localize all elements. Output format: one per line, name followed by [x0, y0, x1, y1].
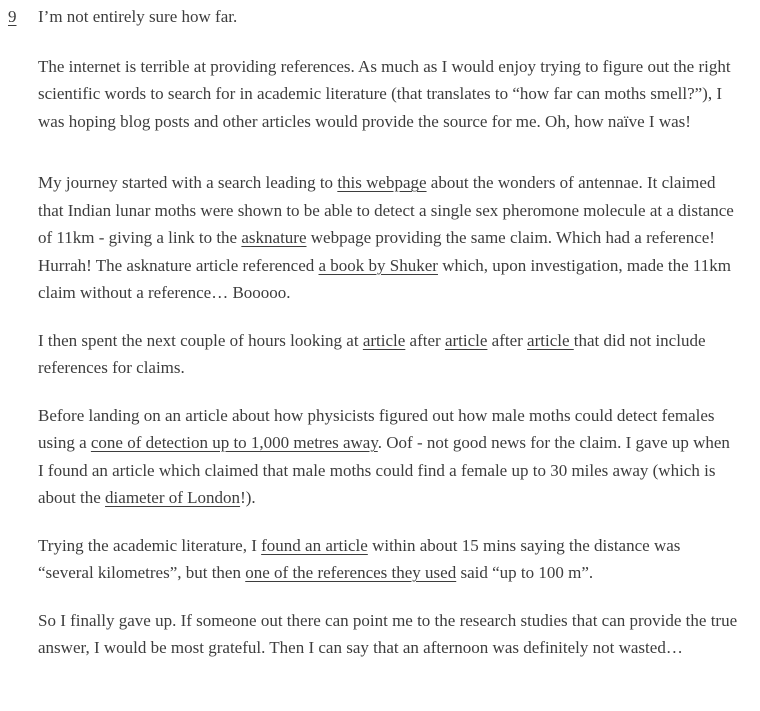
text-segment: I then spent the next couple of hours looking at — [38, 330, 363, 350]
this-webpage-link[interactable]: this webpage — [337, 173, 427, 192]
paragraph-conclusion: So I finally gave up. If someone out there can point me to the research studies that can provide the true answer, I would be most grateful. Then I can say that an afternoon was definitely not wasted… — [38, 610, 738, 657]
text-segment: !). — [240, 488, 256, 507]
footnote-number-link[interactable]: 9 — [8, 7, 17, 26]
diameter-of-london-link[interactable]: diameter of London — [105, 488, 241, 507]
text-segment: that did not include references for claims. — [38, 330, 706, 377]
text-segment: My journey started with a search leading to — [38, 173, 338, 192]
paragraph-articles — [38, 327, 738, 382]
shuker-book-link[interactable]: a book by Shuker — [318, 255, 438, 275]
text-segment: . Oof - not good news for the claim. I gave up when I found an article which claimed that male moths could find a female up to 30 miles away (which is about the — [38, 433, 730, 507]
text-segment: said “up to 100 m”. — [456, 563, 594, 582]
text-segment: which, upon investigation, made the 11km claim without a reference… Booooo. — [38, 255, 732, 302]
paragraph-academic — [38, 532, 738, 587]
text-segment: within about 15 mins saying the distance was “several kilometres”, but then — [38, 535, 681, 582]
text-segment: Trying the academic literature, I — [38, 535, 262, 555]
found-an-article-link[interactable]: found an article — [261, 535, 368, 555]
text-segment: after — [405, 330, 445, 350]
article-link-3[interactable]: article — [527, 330, 574, 350]
paragraph-references-complaint: The internet is terrible at providing references. As much as I would enjoy trying to figure out the right scientific words to search for in academic literature (that translates to “how far can moths smell?”), I was hoping blog posts and other articles would provide the source for me. Oh, how naïve I was! — [38, 56, 731, 131]
paragraph-intro: I’m not entirely sure how far. — [38, 7, 238, 26]
article-link-1[interactable]: article — [362, 330, 406, 350]
text-segment: webpage providing the same claim. Which had a reference! Hurrah! The asknature article referenced — [38, 228, 715, 275]
asknature-link[interactable]: asknature — [241, 228, 307, 247]
paragraph-journey — [38, 169, 738, 307]
article-body — [38, 3, 738, 682]
text-segment: after — [487, 330, 528, 350]
text-segment: Before landing on an article about how physicists figured out how male moths could detect females using a — [38, 405, 715, 452]
text-segment: about the wonders of antennae. It claimed that Indian lunar moths were shown to be able to detect a single sex pheromone molecule at a distance of 11km - giving a link to the — [38, 173, 734, 247]
cone-of-detection-link[interactable]: cone of detection up to 1,000 metres away — [90, 433, 378, 452]
paragraph-physicists — [38, 402, 738, 512]
references-used-link[interactable]: one of the references they used — [245, 563, 457, 582]
article-link-2[interactable]: article — [444, 330, 488, 350]
